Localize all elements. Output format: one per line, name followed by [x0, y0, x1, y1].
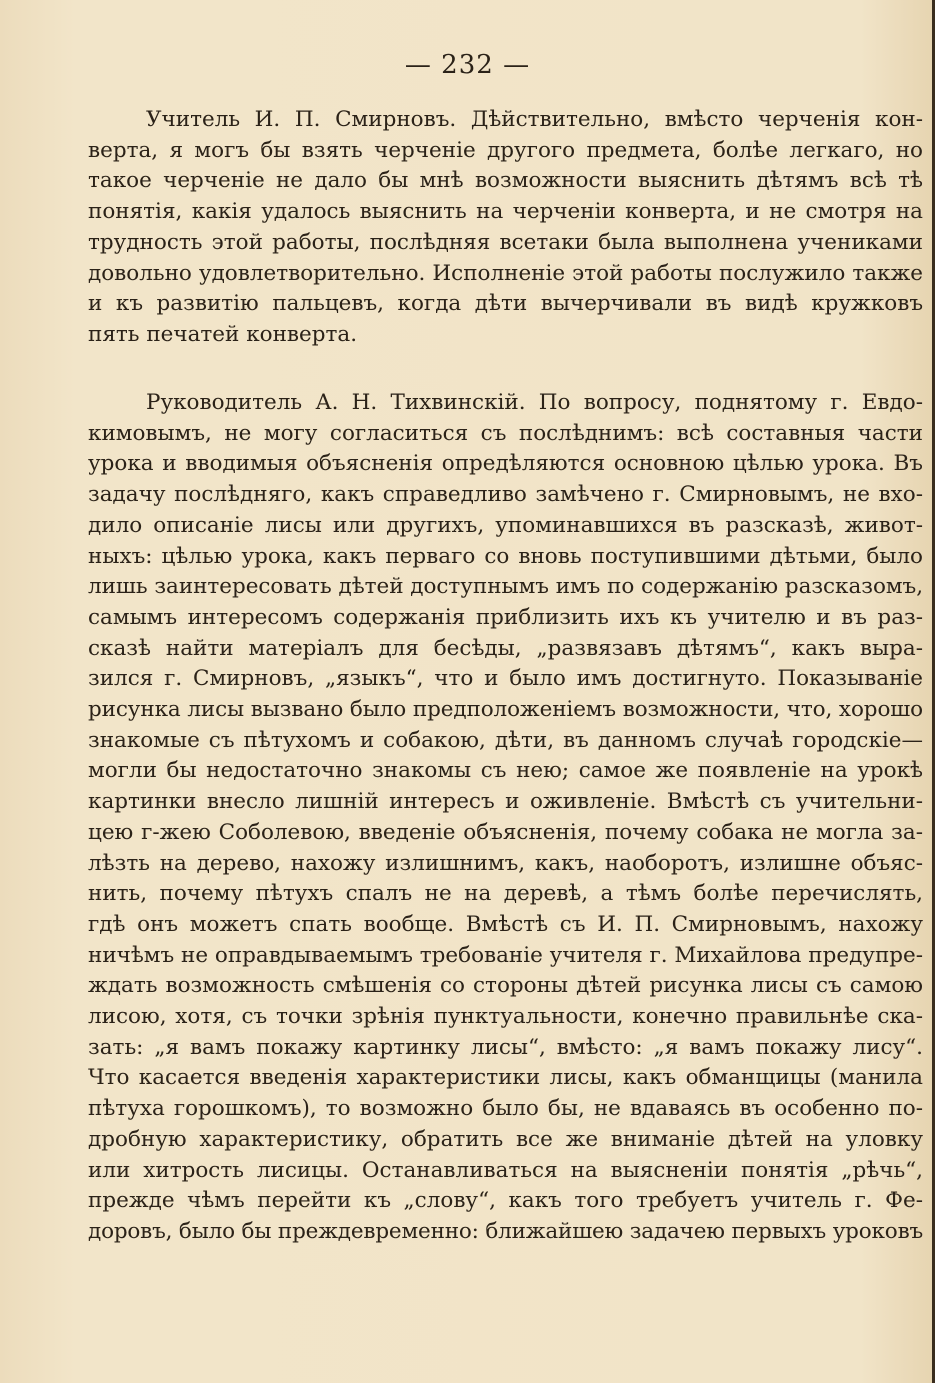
text-line: Что касается введенія характеристики лисы, какъ обманщицы (манила — [88, 1065, 923, 1091]
text-line: цею г-жею Соболевою, введеніе объясненія, почему собака не могла за- — [88, 819, 923, 845]
paragraph-tikhvinsky — [88, 388, 923, 1248]
text-line: или хитрость лисицы. Останавливаться на выясненіи понятія „рѣчь“, — [88, 1157, 923, 1183]
text-line: сказѣ найти матеріалъ для бесѣды, „развязавъ дѣтямъ“, какъ выра- — [88, 635, 923, 661]
text-line: рисунка лисы вызвано было предположеніемъ возможности, что, хорошо — [88, 697, 923, 723]
text-line: ждать возможность смѣшенія со стороны дѣтей рисунка лисы съ самою — [88, 973, 923, 999]
text-line: верта, я могъ бы взять черченіе другого предмета, болѣе легкаго, но — [88, 137, 923, 163]
text-line: лисою, хотя, съ точки зрѣнія пунктуальности, конечно правильнѣе ска- — [88, 1004, 923, 1030]
text-line: Руководитель А. Н. Тихвинскій. По вопросу, поднятому г. Евдо- — [146, 390, 923, 415]
text-line: пѣтуха горошкомъ), то возможно было бы, не вдаваясь въ особенно по- — [88, 1096, 923, 1122]
text-line: знакомые съ пѣтухомъ и собакою, дѣти, въ данномъ случаѣ городскіе— — [88, 727, 923, 753]
text-line: ничѣмъ не оправдываемымъ требованіе учителя г. Михайлова предупре- — [88, 942, 923, 968]
text-line: зать: „я вамъ покажу картинку лисы“, вмѣсто: „я вамъ покажу лису“. — [88, 1034, 923, 1060]
text-line: картинки внесло лишній интересъ и оживленіе. Вмѣстѣ съ учительни- — [88, 789, 923, 815]
text-line: пять печатей конверта. — [88, 321, 358, 347]
text-line: довольно удовлетворительно. Исполненіе этой работы послужило также — [88, 260, 923, 286]
text-line: зился г. Смирновъ, „языкъ“, что и было имъ достигнуто. Показываніе — [88, 666, 923, 692]
text-line: кимовымъ, не могу согласиться съ послѣднимъ: всѣ составныя части — [88, 420, 923, 446]
text-line: лишь заинтересовать дѣтей доступнымъ имъ по содержанію разсказомъ, — [88, 574, 923, 600]
text-line: и къ развитію пальцевъ, когда дѣти вычерчивали въ видѣ кружковъ — [88, 291, 923, 317]
text-line: дробную характеристику, обратить все же вниманіе дѣтей на уловку — [88, 1126, 923, 1152]
text-line: понятія, какія удалось выяснить на черченіи конверта, и не смотря на — [88, 199, 923, 225]
text-line: ныхъ: цѣлью урока, какъ перваго со вновь поступившими дѣтьми, было — [88, 543, 923, 569]
text-line: урока и вводимыя объясненія опредѣляются основною цѣлью урока. Въ — [88, 451, 923, 477]
text-line: гдѣ онъ можетъ спать вообще. Вмѣстѣ съ И. П. Смирновымъ, нахожу — [88, 911, 923, 937]
text-line: задачу послѣдняго, какъ справедливо замѣчено г. Смирновымъ, не вхо- — [88, 482, 923, 508]
text-line: могли бы недостаточно знакомы съ нею; самое же появленіе на урокѣ — [88, 758, 923, 784]
text-line: дило описаніе лисы или другихъ, упоминавшихся въ разсказѣ, живот- — [88, 512, 923, 538]
text-line: доровъ, было бы преждевременно: ближайшею задачею первыхъ уроковъ — [88, 1218, 923, 1244]
text-line: Учитель И. П. Смирновъ. Дѣйствительно, вмѣсто черченія кон- — [146, 107, 923, 132]
page-number: — 232 — — [404, 50, 531, 80]
text-line: лѣзть на дерево, нахожу излишнимъ, какъ, наоборотъ, излишне объяс- — [88, 850, 923, 876]
text-line: самымъ интересомъ содержанія приблизить ихъ къ учителю и въ раз- — [88, 604, 923, 630]
text-line: прежде чѣмъ перейти къ „слову“, какъ того требуетъ учитель г. Фе- — [88, 1188, 923, 1214]
text-line: трудность этой работы, послѣдняя всетаки была выполнена учениками — [88, 229, 923, 255]
text-line: нить, почему пѣтухъ спалъ не на деревѣ, а тѣмъ болѣе перечислять, — [88, 881, 923, 907]
paragraph-smirnov — [88, 105, 923, 351]
text-line: такое черченіе не дало бы мнѣ возможности выяснить дѣтямъ всѣ тѣ — [88, 168, 923, 194]
